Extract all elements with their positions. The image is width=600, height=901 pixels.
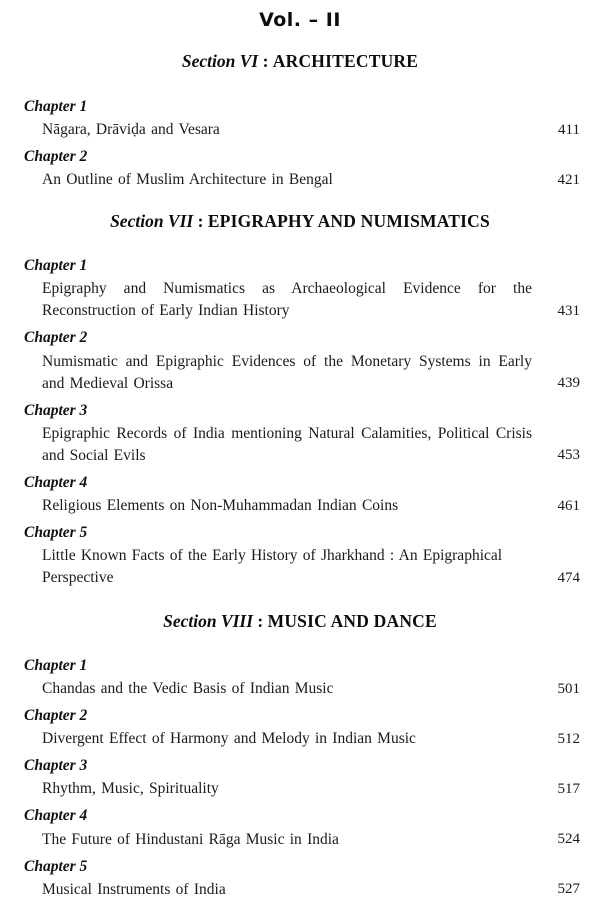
chapter-title-row[interactable] — [0, 877, 600, 901]
toc-chapter-entry[interactable] — [0, 245, 600, 322]
chapter-title-row[interactable] — [0, 276, 600, 322]
chapter-page-number: 501 — [557, 680, 580, 697]
chapter-label: Chapter 5 — [24, 523, 88, 541]
chapter-title[interactable]: Epigraphic Records of India mentioning Natural Calamities, Political Crisis and Social Evils — [42, 424, 532, 464]
chapter-title[interactable]: Chandas and the Vedic Basis of Indian Music — [42, 680, 334, 698]
toc-chapter-entry[interactable] — [0, 517, 600, 589]
toc-chapter-entry[interactable] — [0, 800, 600, 850]
toc-sections-container — [0, 53, 600, 901]
section-heading — [0, 213, 600, 231]
chapter-label: Chapter 2 — [24, 148, 88, 166]
section-name: EPIGRAPHY AND NUMISMATICS — [207, 211, 490, 232]
chapter-title-row[interactable] — [0, 776, 600, 800]
toc-chapter-entry[interactable] — [0, 467, 600, 517]
chapter-label: Chapter 5 — [24, 857, 88, 875]
chapter-label: Chapter 3 — [24, 401, 88, 419]
chapter-page-number: 431 — [557, 303, 580, 320]
chapter-title-row[interactable] — [0, 676, 600, 700]
chapter-title[interactable]: Little Known Facts of the Early History of Jharkhand : An Epigraphical Perspective — [42, 547, 503, 587]
volume-title: Vol. – II — [259, 9, 341, 31]
chapter-label: Chapter 1 — [24, 657, 88, 675]
chapter-page-number: 517 — [557, 781, 580, 798]
chapter-title-row[interactable] — [0, 117, 600, 141]
chapter-title-row[interactable] — [0, 726, 600, 750]
section-separator: : — [258, 51, 273, 71]
chapter-page-number: 527 — [557, 881, 580, 898]
chapter-title[interactable]: Musical Instruments of India — [42, 880, 226, 898]
chapter-page-number: 512 — [557, 731, 580, 748]
section-label: Section VII — [110, 211, 194, 232]
section-separator: : — [253, 611, 268, 632]
toc-chapter-entry[interactable] — [0, 141, 600, 191]
chapter-label: Chapter 1 — [24, 98, 88, 116]
chapter-title[interactable]: Nāgara, Drāviḍa and Vesara — [42, 121, 220, 139]
chapter-page-number: 524 — [557, 831, 580, 848]
toc-section — [0, 213, 600, 589]
chapter-label: Chapter 2 — [24, 707, 88, 725]
chapter-title[interactable]: Epigraphy and Numismatics as Archaeological Evidence for the Reconstruction of Early Indian History — [42, 280, 532, 320]
toc-chapter-entry[interactable] — [0, 645, 600, 700]
chapter-label: Chapter 4 — [24, 807, 88, 825]
chapter-page-number: 411 — [558, 121, 580, 138]
chapter-title[interactable]: Numismatic and Epigraphic Evidences of the Monetary Systems in Early and Medieval Orissa — [42, 352, 532, 392]
toc-chapter-entry[interactable] — [0, 85, 600, 141]
chapter-page-number: 421 — [557, 172, 580, 188]
toc-section — [0, 53, 600, 191]
chapter-title-row[interactable] — [0, 421, 600, 467]
section-name: MUSIC AND DANCE — [267, 611, 437, 632]
toc-chapter-entry[interactable] — [0, 700, 600, 750]
section-heading — [0, 613, 600, 631]
chapter-label: Chapter 1 — [24, 257, 88, 275]
section-separator: : — [193, 211, 208, 232]
chapter-page-number: 439 — [557, 375, 580, 392]
toc-chapter-entry[interactable] — [0, 395, 600, 467]
chapter-title-row[interactable] — [0, 167, 600, 191]
chapter-title-row[interactable] — [0, 827, 600, 851]
chapter-page-number: 461 — [557, 497, 580, 514]
section-heading — [0, 53, 600, 71]
chapter-title[interactable]: Divergent Effect of Harmony and Melody in Indian Music — [42, 730, 416, 748]
chapter-title[interactable]: The Future of Hindustani Rāga Music in India — [42, 830, 339, 848]
chapter-title-row[interactable] — [0, 349, 600, 395]
chapter-label: Chapter 2 — [24, 329, 88, 347]
chapter-label: Chapter 3 — [24, 757, 88, 775]
chapter-title[interactable]: Rhythm, Music, Spirituality — [42, 780, 219, 798]
chapter-page-number: 453 — [557, 447, 580, 464]
toc-chapter-entry[interactable] — [0, 322, 600, 394]
section-label: Section VI — [181, 51, 259, 71]
section-label: Section VIII — [163, 611, 254, 632]
chapter-title[interactable]: Religious Elements on Non-Muhammadan Indian Coins — [42, 496, 399, 514]
chapter-label: Chapter 4 — [24, 473, 88, 491]
toc-chapter-entry[interactable] — [0, 851, 600, 901]
toc-chapter-entry[interactable] — [0, 750, 600, 800]
chapter-title-row[interactable] — [0, 543, 600, 589]
chapter-title-row[interactable] — [0, 493, 600, 517]
section-name: ARCHITECTURE — [272, 51, 419, 71]
toc-section — [0, 613, 600, 901]
chapter-page-number: 474 — [557, 569, 580, 586]
chapter-title[interactable]: An Outline of Muslim Architecture in Bengal — [42, 171, 333, 189]
